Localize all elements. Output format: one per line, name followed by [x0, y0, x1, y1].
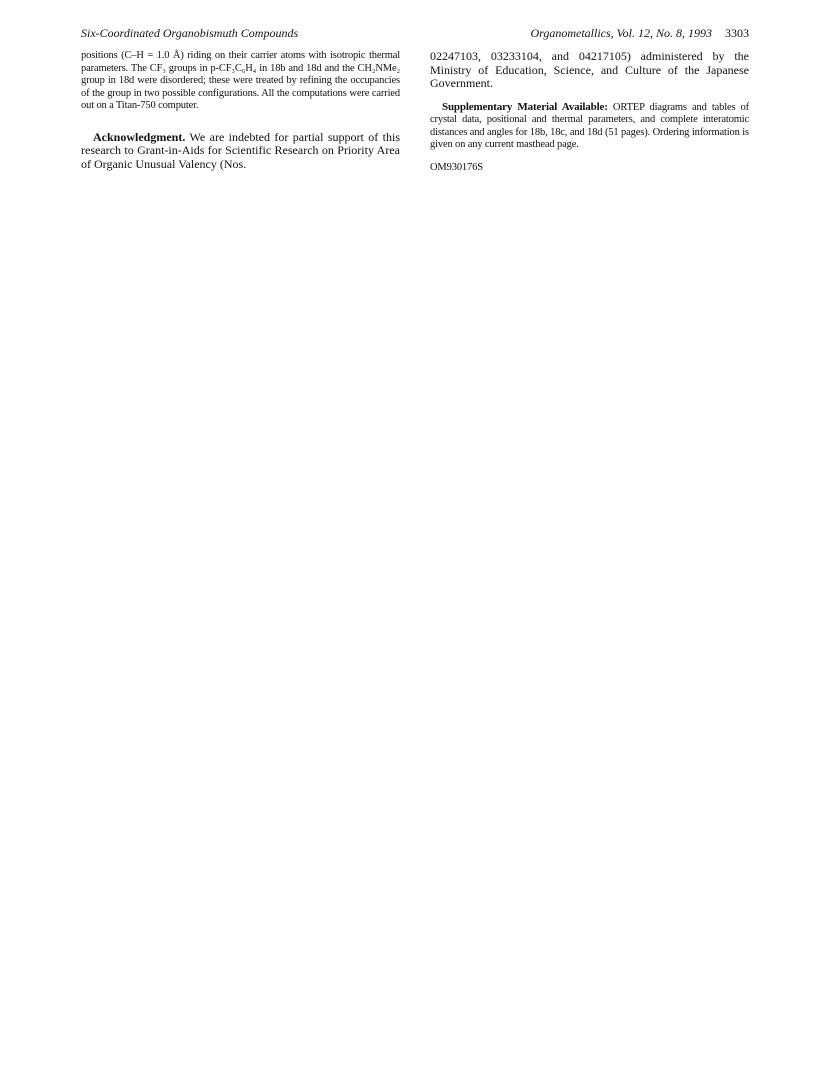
acknowledgment-heading: Acknowledgment. [93, 129, 186, 144]
right-column [430, 50, 749, 174]
running-head-journal-group [530, 26, 749, 41]
left-column [81, 50, 400, 171]
supplementary-text: ORTEP diagrams and tables of crystal data, positional and thermal parameters, and complete interatomic distances and angles for 18b, 18c, and 18d (51 pages). Ordering information is given on any current masthead page. [430, 101, 749, 150]
page-number: 3303 [725, 26, 749, 40]
running-head [81, 26, 749, 44]
acknowledgment-continued: 02247103, 03233104, and 04217105) administered by the Ministry of Education, Science, and Culture of the Japanese Government. [430, 49, 749, 90]
supplementary-heading: Supplementary Material Available: [442, 100, 608, 113]
acknowledgment-paragraph [81, 131, 400, 172]
acknowledgment-text: We are indebted for partial support of this research to Grant-in-Aids for Scientific Research on Priority Area of Organic Unusual Valency (Nos. [81, 129, 400, 171]
supplementary-material-paragraph [430, 101, 749, 152]
experimental-section-tail: positions (C–H = 1.0 Å) riding on their carrier atoms with isotropic thermal parameters. The CF₃ groups in p-CF₃C₆H₄ in 18b and 18d and the CH₂NMe₂ group in 18d were disordered; these were treated by refining the occupancies of the group in two possible configurations. All the computations were carried out on a Titan-750 computer. [81, 50, 400, 111]
running-head-title: Six-Coordinated Organobismuth Compounds [81, 26, 299, 40]
journal-citation: Organometallics, Vol. 12, No. 8, 1993 [530, 26, 712, 40]
manuscript-id: OM930176S [430, 161, 483, 173]
